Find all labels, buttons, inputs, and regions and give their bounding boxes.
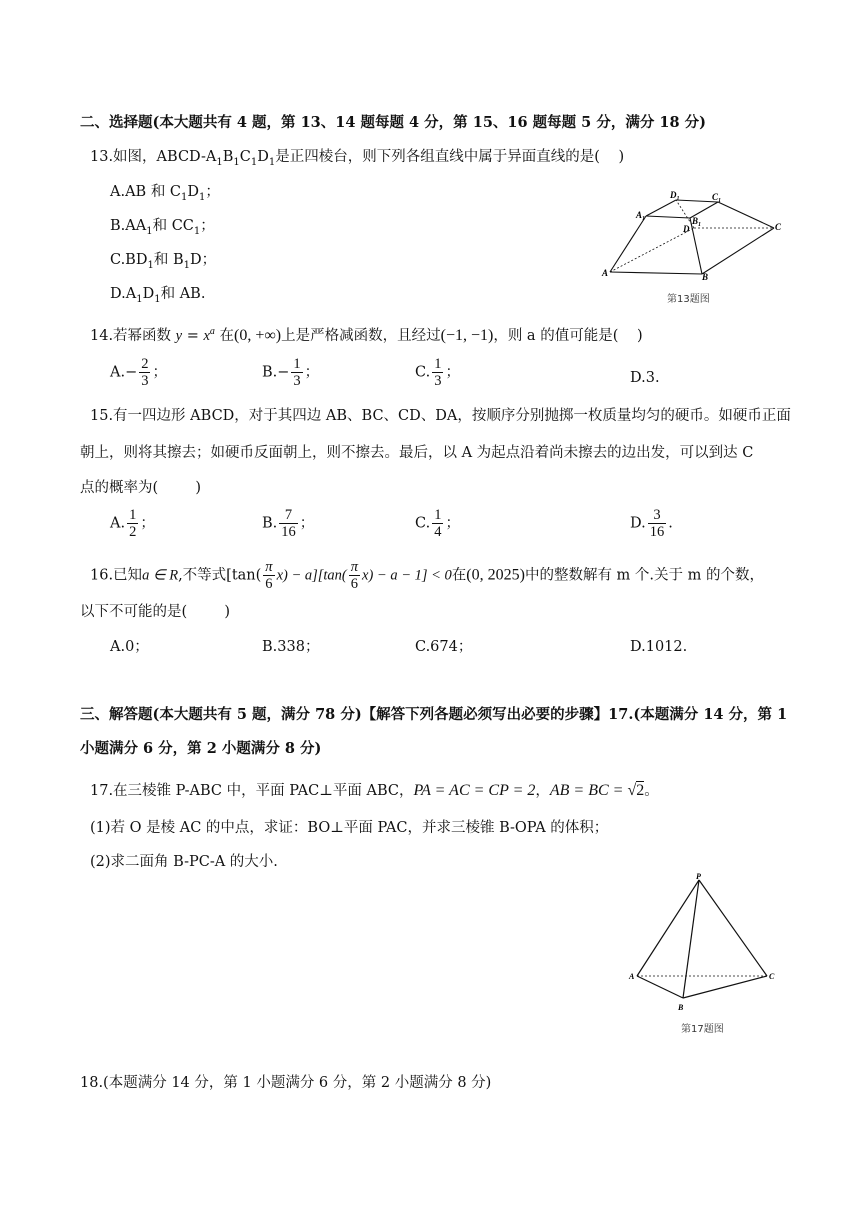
denominator: 16 xyxy=(281,524,296,540)
denominator: 16 xyxy=(649,524,665,540)
option-text: 和 AB. xyxy=(160,286,206,302)
option-text: D xyxy=(189,252,202,268)
option-text: ； xyxy=(205,184,220,200)
label-d: D xyxy=(683,224,690,234)
fraction xyxy=(279,507,298,540)
option-text: A.AB 和 C xyxy=(110,184,182,200)
subscript: 1 xyxy=(268,156,276,168)
option-text: C.BD xyxy=(110,252,148,268)
math-a-in-r: a ∈ R xyxy=(142,567,179,584)
frustum-figure xyxy=(598,188,788,284)
q16-stem-part: ,不等式[tan( xyxy=(178,567,262,584)
edge-bc xyxy=(683,976,767,998)
option-text: ； xyxy=(201,252,217,268)
q17-stem-end: 。 xyxy=(644,783,659,799)
edge-pa xyxy=(637,880,699,976)
math-y: y xyxy=(175,327,183,344)
denominator: 3 xyxy=(141,373,149,389)
label-d1: $D_1$ xyxy=(670,190,680,202)
option-text: D xyxy=(142,286,155,302)
label-a: A xyxy=(629,972,635,981)
subscript: 1 xyxy=(250,156,258,168)
denominator: 6 xyxy=(265,576,273,592)
q15-option-c xyxy=(415,507,460,540)
fraction xyxy=(648,507,667,540)
option-end: ； xyxy=(445,515,460,532)
edge-ab xyxy=(637,976,683,998)
section-2-heading: 二、选择题(本大题共有 4 题，第 13、14 题每题 4 分，第 15、16 题每题 5 分，满分 18 分) xyxy=(80,114,706,131)
label-c: C xyxy=(769,972,775,981)
math-point: (−1, −1) xyxy=(440,326,494,344)
numerator: 1 xyxy=(293,356,301,372)
q15-option-d xyxy=(630,507,673,540)
q15-option-a xyxy=(110,507,155,540)
numerator: 1 xyxy=(434,507,442,523)
q13-option-a xyxy=(110,182,220,208)
label-c: C xyxy=(775,222,782,232)
q13-stem-part: C xyxy=(239,149,251,165)
option-text: 和 CC xyxy=(152,218,194,234)
numerator: 1 xyxy=(434,356,442,372)
fraction xyxy=(432,356,443,389)
denominator: 6 xyxy=(350,576,359,592)
label-a1: $A_1$ xyxy=(636,210,646,222)
subscript: 1 xyxy=(154,293,161,305)
q14-option-d: D.3. xyxy=(630,370,660,386)
q14-bracket-close: ) xyxy=(636,327,643,344)
pyramid-figure xyxy=(627,872,779,1018)
q16-bracket-close: ) xyxy=(224,604,231,620)
option-label: C. xyxy=(415,364,431,381)
q16-stem-part: 16.已知 xyxy=(90,567,143,584)
edge-aa1 xyxy=(610,216,646,272)
edge-ab xyxy=(610,272,702,274)
fraction-pi-6 xyxy=(349,559,360,592)
q16-stem-part: 在 xyxy=(451,567,467,584)
question-15-line-2: 朝上，则将其擦去；如硬币反面朝上，则不擦去。最后，以 A 为起点沿着尚未擦去的边出发，可以到达 C xyxy=(80,445,754,461)
option-end: ； xyxy=(140,515,155,532)
math-expr: x) − a][tan( xyxy=(276,567,347,584)
option-text: D xyxy=(187,184,200,200)
section-3-heading-line-2: 小题满分 6 分，第 2 小题满分 8 分) xyxy=(80,740,322,757)
option-end: ； xyxy=(304,364,320,381)
math-eq-2: AB = BC = xyxy=(549,782,628,799)
label-a: A xyxy=(602,268,609,278)
option-end: ； xyxy=(152,364,167,381)
numerator: 7 xyxy=(279,507,298,524)
option-text: 和 B xyxy=(153,252,184,268)
q13-option-d xyxy=(110,284,205,310)
denominator: 4 xyxy=(434,524,442,540)
subscript: 1 xyxy=(233,156,240,168)
fraction xyxy=(139,356,150,389)
question-15-line-1: 15.有一四边形 ABCD，对于其四边 AB、BC、CD、DA，按顺序分别抛掷一枚质量均匀的硬币。如硬币正面 xyxy=(90,408,791,424)
denominator: 3 xyxy=(434,373,442,389)
question-13-stem xyxy=(90,147,624,173)
q14-option-a xyxy=(110,356,167,389)
math-exponent: a xyxy=(209,326,215,337)
q14-option-b xyxy=(262,356,319,389)
q16-option-c: C.674； xyxy=(415,639,473,655)
q15-stem-part: 点的概率为( xyxy=(80,480,159,496)
q15-option-b xyxy=(262,507,314,540)
question-16-stem xyxy=(90,559,764,592)
edge-d1a1 xyxy=(646,200,676,216)
q13-option-c xyxy=(110,250,216,276)
subscript: 1 xyxy=(199,191,206,203)
option-label: B. xyxy=(262,515,278,532)
question-17-part-2: (2)求二面角 B-PC-A 的大小. xyxy=(90,854,278,870)
q14-stem-part: 上是严格减函数，且经过 xyxy=(281,327,441,344)
label-c1: $C_1$ xyxy=(712,192,722,204)
q16-option-a: A.0； xyxy=(110,639,149,655)
subscript: 1 xyxy=(193,225,201,237)
numerator: π xyxy=(350,559,359,575)
subscript: 1 xyxy=(183,259,190,271)
option-label: D. xyxy=(630,515,646,532)
numerator: 3 xyxy=(648,507,667,524)
q17-stem-part: 17.在三棱锥 P-ABC 中，平面 PAC⊥平面 ABC， xyxy=(90,783,414,799)
option-label: A. xyxy=(110,515,126,532)
figure-17-caption: 第17题图 xyxy=(681,1024,724,1035)
subscript: 1 xyxy=(216,156,223,168)
sqrt-sign: √ xyxy=(627,782,637,799)
option-text: D.A xyxy=(110,286,137,302)
option-label: B.− xyxy=(262,364,290,381)
section-3-heading-line-1: 三、解答题(本大题共有 5 题，满分 78 分)【解答下列各题必须写出必要的步骤】17.(本题满分 14 分，第 1 xyxy=(80,706,788,723)
q13-option-b xyxy=(110,216,215,242)
denominator: 3 xyxy=(293,373,301,389)
numerator: π xyxy=(265,559,273,575)
question-14-stem xyxy=(90,322,643,346)
edge-ad-hidden xyxy=(610,228,694,272)
subscript: 1 xyxy=(136,293,143,305)
numerator: 2 xyxy=(141,356,149,372)
edge-cc1 xyxy=(718,202,774,228)
sqrt-radicand: 2 xyxy=(636,782,645,799)
q16-stem-part: 以下不可能的是( xyxy=(80,604,188,620)
subscript: 1 xyxy=(181,191,188,203)
label-b1: $B_1$ xyxy=(692,216,702,228)
label-b: B xyxy=(702,272,709,282)
q13-stem-part: B xyxy=(222,149,234,165)
edge-a1b1 xyxy=(646,216,690,218)
math-eq-1: PA = AC = CP = 2 xyxy=(413,782,536,799)
question-17-part-1: (1)若 O 是棱 AC 的中点，求证：BO⊥平面 PAC，并求三棱锥 B-OPA 的体积； xyxy=(90,820,609,836)
label-p: P xyxy=(696,872,701,881)
q14-option-c xyxy=(415,356,460,389)
question-15-line-3 xyxy=(80,478,201,498)
q13-stem-part: 是正四棱台，则下列各组直线中属于异面直线的是( xyxy=(275,149,600,165)
q13-bracket-close: ) xyxy=(618,149,625,165)
option-end: . xyxy=(668,515,673,532)
math-interval: (0, 2025) xyxy=(466,566,525,584)
question-17-stem xyxy=(90,781,659,801)
question-16-line-2 xyxy=(80,602,230,622)
q17-comma: ， xyxy=(535,783,550,799)
math-expr: x) − a − 1] < 0 xyxy=(362,567,452,584)
question-18-stem: 18.(本题满分 14 分，第 1 小题满分 6 分，第 2 小题满分 8 分) xyxy=(80,1075,492,1091)
option-end: ； xyxy=(299,515,315,532)
q13-stem-part: 13.如图，ABCD-A xyxy=(90,149,217,165)
fraction xyxy=(432,507,443,540)
edge-pc xyxy=(699,880,767,976)
figure-13-caption: 第13题图 xyxy=(667,294,710,305)
denominator: 2 xyxy=(129,524,137,540)
edge-pb xyxy=(683,880,699,998)
option-text: ； xyxy=(200,218,215,234)
option-text: B.AA xyxy=(110,218,147,234)
fraction xyxy=(291,356,302,389)
q16-stem-part: 中的整数解有 m 个.关于 m 的个数， xyxy=(524,567,764,584)
q14-stem-part: 在 xyxy=(219,327,235,344)
q13-stem-part: D xyxy=(257,149,269,165)
math-eq: = xyxy=(182,327,204,344)
q14-stem-part: ，则 a 的值可能是( xyxy=(493,327,619,344)
fraction-pi-6 xyxy=(263,559,274,592)
fraction xyxy=(127,507,138,540)
option-label: A.− xyxy=(110,364,138,381)
option-label: C. xyxy=(415,515,431,532)
q16-option-b: B.338； xyxy=(262,639,320,655)
math-x: x xyxy=(203,327,210,344)
q15-bracket-close: ) xyxy=(195,480,202,496)
q14-stem-part: 14.若幂函数 xyxy=(90,327,172,344)
q16-option-d: D.1012. xyxy=(630,639,688,655)
subscript: 1 xyxy=(146,225,153,237)
edge-bc xyxy=(702,228,774,274)
option-end: ； xyxy=(445,364,460,381)
numerator: 1 xyxy=(129,507,137,523)
math-interval: (0, +∞) xyxy=(234,326,282,344)
subscript: 1 xyxy=(147,259,154,271)
label-b: B xyxy=(678,1003,684,1012)
